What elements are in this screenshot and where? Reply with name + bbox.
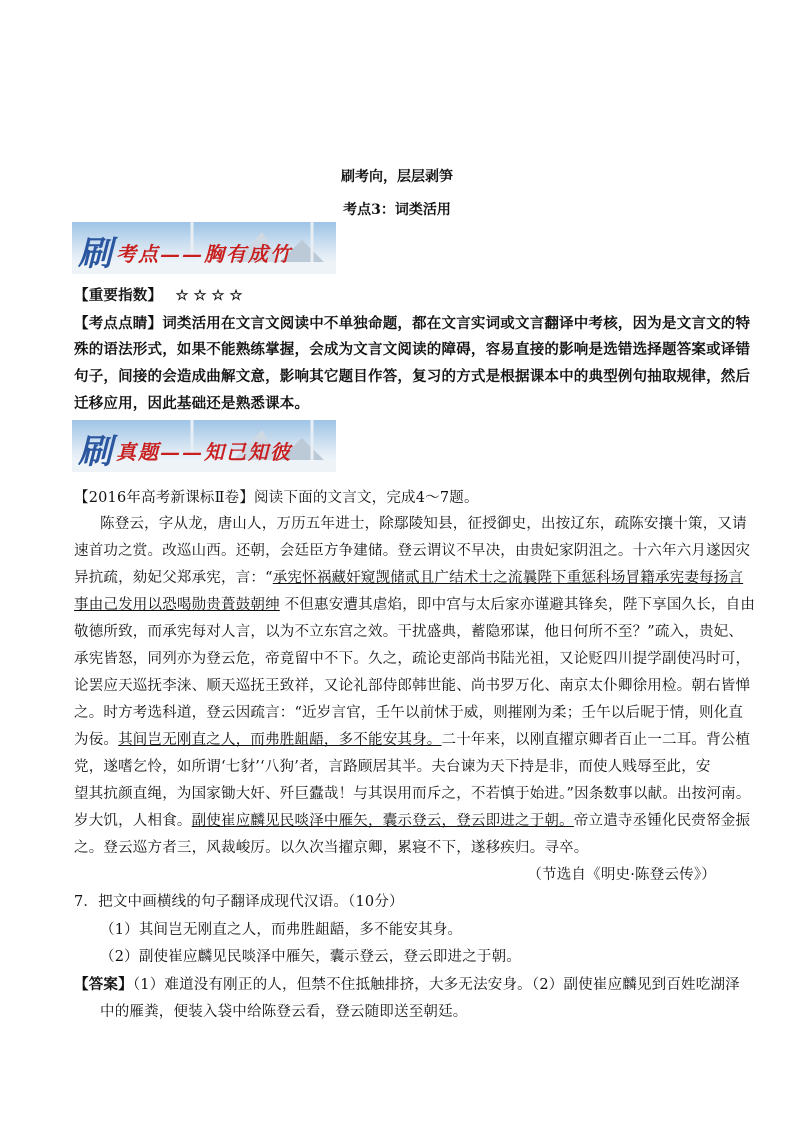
underlined-text: 事由己发用以恐喝勋贵蕢鼓朝绅: [74, 597, 280, 613]
passage-line: 速首功之赏。改巡山西。还朝，会廷臣方争建储。登云谓议不早决，由贵妃家阴沮之。十六年六月遂因灾: [74, 543, 751, 559]
passage-line: 为佞。其间岂无刚直之人，而弗胜龃龉，多不能安其身。二十年来，以刚直擢京卿者百止一二耳。背公植: [74, 732, 751, 748]
importance-line: [74, 284, 724, 305]
answer-line-2: 中的雁粪，便装入袋中给陈登云看，登云随即送至朝廷。: [100, 1004, 468, 1020]
question-stem: 7．把文中画横线的句子翻译成现代汉语。（10分）: [74, 894, 404, 910]
banner-zhenti: [72, 420, 336, 472]
exam-intro: 【2016年高考新课标Ⅱ卷】阅读下面的文言文，完成4～7题。: [74, 490, 479, 506]
key-point-line-2: 殊的语法形式，如果不能熟练掌握，会成为文言文阅读的障碍，容易直接的影响是选错选择题答案或译错: [74, 341, 751, 358]
underlined-text: 承宪怀祸藏奸窥觊储贰且广结术士之流曩陛下重惩科场冒籍承宪妻每扬言: [272, 570, 744, 586]
answer-line-1: 【答案】（1）难道没有刚正的人，但禁不住抵触排挤，大多无法安身。（2）副使崔应麟见到百姓吃湖泽: [74, 976, 740, 993]
passage-line: 之。时方考选科道，登云因疏言：“近岁言官，壬午以前怵于威，则摧刚为柔；壬午以后昵于情，则化直: [74, 705, 744, 721]
question-sentence-2: （2）副使崔应麟见民啖泽中雁矢，囊示登云，登云即进之于朝。: [100, 949, 522, 965]
underlined-text: 副使崔应麟见民啖泽中雁矢，囊示登云，登云即进之于朝。: [191, 813, 574, 829]
banner-brush-char: 刷: [78, 234, 112, 274]
page-title: 刷考向，层层剥笋: [341, 169, 453, 185]
passage-line: 陈登云，字从龙，唐山人，万历五年进士，除鄢陵知县，征授御史，出按辽东，疏陈安攘十策，又请: [100, 516, 747, 532]
star-rating: ☆☆☆☆: [175, 287, 248, 304]
passage-line: 望其抗颜直绳，为国家锄大奸、歼巨蠹哉！与其误用而斥之，不若慎于始进。”因条数事以献。出按河南。: [74, 786, 751, 802]
question-sentence-1: （1）其间岂无刚直之人，而弗胜龃龉，多不能安其身。: [100, 922, 463, 938]
passage-line: 事由己发用以恐喝勋贵蕢鼓朝绅 不但惠安遭其虐焰，即中宫与太后家亦谨避其锋矣，陛下享国久长，自由: [74, 597, 756, 613]
banner-text: 考点——胸有成竹: [116, 242, 292, 266]
banner-kaodian: [72, 222, 336, 274]
passage-line: 敬德所致，而承宪每对人言，以为不立东宫之效。干扰盛典，蓄隐邪谋，他日何所不至？”疏入，贵妃、: [74, 624, 744, 640]
source-citation: （节选自《明史·陈登云传》）: [527, 867, 716, 883]
key-point-line-1: 【考点点睛】词类活用在文言文阅读中不单独命题，都在文言实词或文言翻译中考核，因为是文言文的特: [74, 315, 751, 332]
banner-brush-char: 刷: [78, 432, 112, 472]
passage-line: 承宪皆怒，同列亦为登云危，帝竟留中不下。久之，疏论吏部尚书陆光祖，又论贬四川提学副使冯时可，: [74, 651, 751, 667]
passage-line: 之。登云巡方者三，风裁峻厉。以久次当擢京卿，累寝不下，遂移疾归。寻卒。: [74, 840, 589, 856]
answer-label: 【答案】: [74, 976, 133, 993]
passage-line: 论罢应天巡抚李涞、顺天巡抚王致祥，又论礼部侍郎韩世能、尚书罗万化、南京太仆卿徐用检。朝右皆惮: [74, 678, 751, 694]
underlined-text: 其间岂无刚直之人，而弗胜龃龉，多不能安其身。: [118, 732, 442, 748]
passage-line: 岁大饥，人相食。副使崔应麟见民啖泽中雁矢，囊示登云，登云即进之于朝。帝立遣寺丞锺化民赍帑金振: [74, 813, 751, 829]
passage-line: 党，遂嗜乞怜，如所谓‘七豺’‘八狗’者，言路顾居其半。夫台谏为天下持是非，而使人贱辱至此，安: [74, 759, 711, 775]
banner-text: 真题——知己知彼: [116, 440, 292, 464]
key-point-line-4: 迁移应用，因此基础还是熟悉课本。: [74, 395, 310, 412]
section-subtitle: 考点3：词类活用: [343, 202, 451, 218]
passage-line: 异抗疏，劾妃父郑承宪，言：“承宪怀祸藏奸窥觊储贰且广结术士之流曩陛下重惩科场冒籍承宪妻每扬言: [74, 570, 744, 586]
key-point-line-3: 句子，间接的会造成曲解文意，影响其它题目作答，复习的方式是根据课本中的典型例句抽取规律，然后: [74, 368, 751, 385]
key-point-label: 【考点点睛】: [74, 315, 163, 332]
importance-label: 【重要指数】: [74, 287, 163, 304]
